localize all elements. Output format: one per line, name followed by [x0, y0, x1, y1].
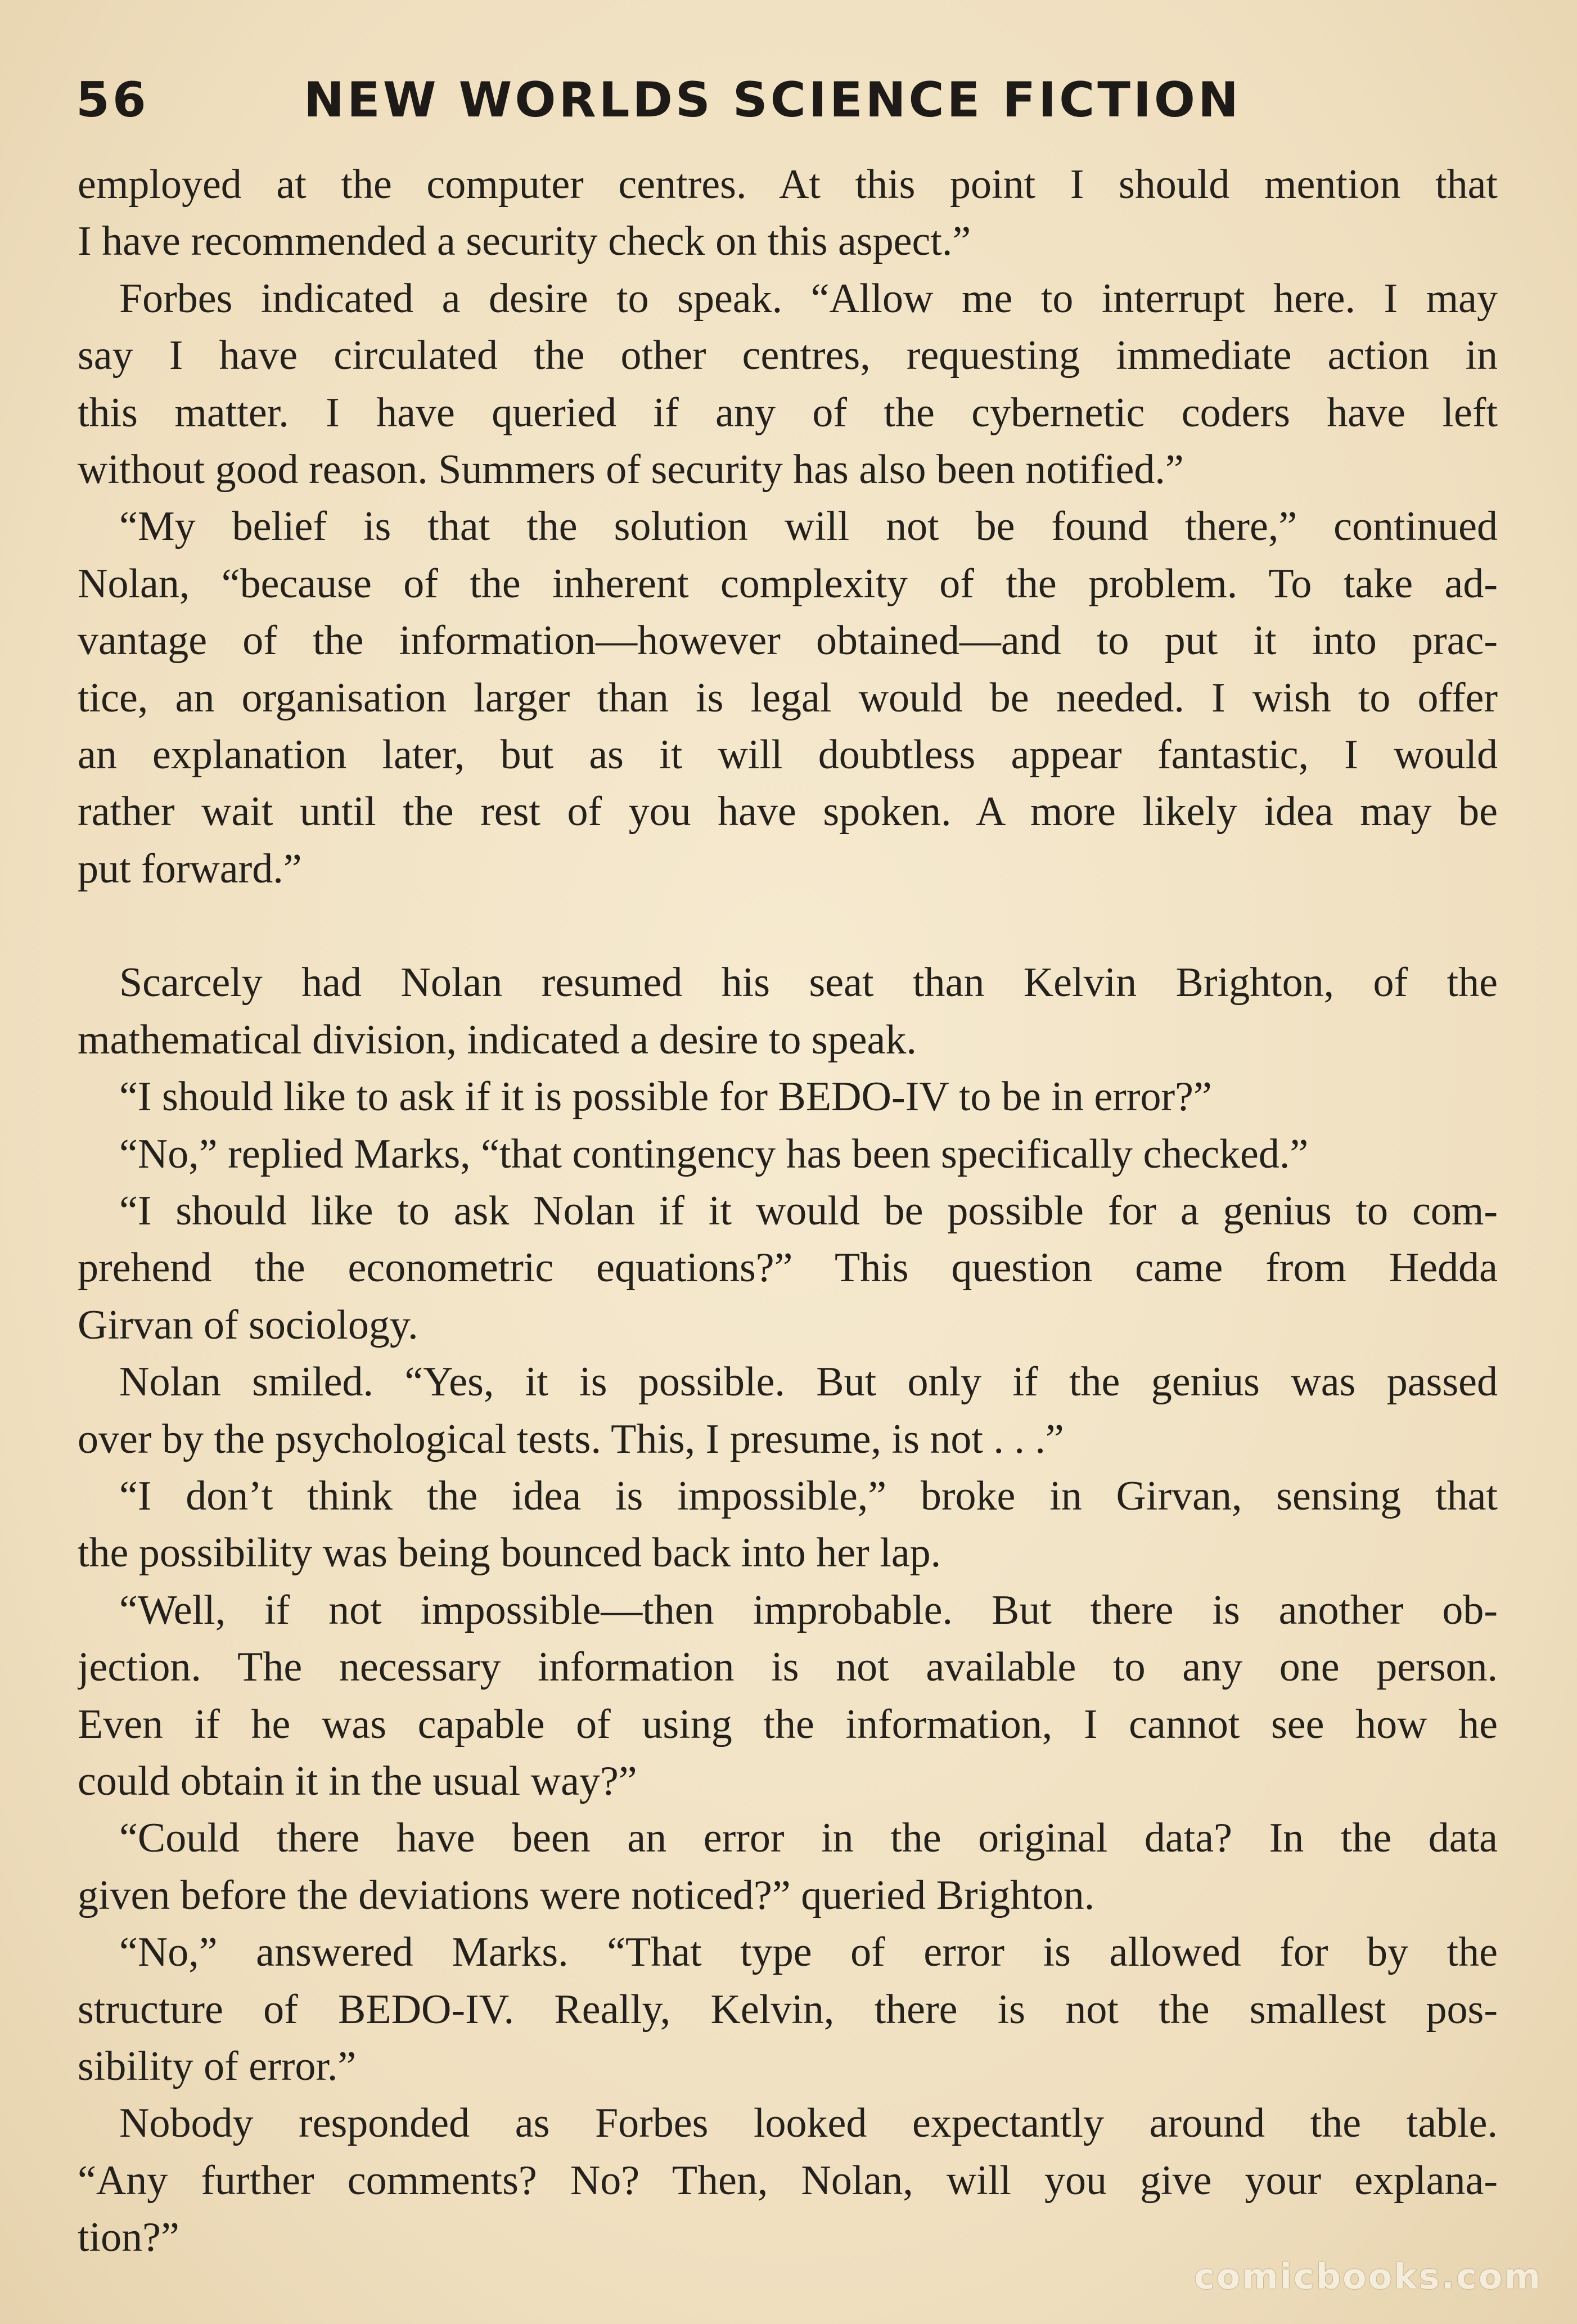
page-number: 56	[76, 72, 149, 128]
text-line: Forbes indicated a desire to speak. “Allow me to interrupt here. I may	[78, 275, 1498, 322]
text-line: jection. The necessary information is not available to any one person.	[78, 1644, 1498, 1691]
text-line: employed at the computer centres. At this point I should mention that	[78, 161, 1498, 208]
text-line: tice, an organisation larger than is legal would be needed. I wish to offer	[78, 674, 1498, 721]
text-line: tion?”	[78, 2214, 179, 2261]
text-line: Scarcely had Nolan resumed his seat than Kelvin Brighton, of the	[78, 960, 1498, 1006]
text-line: “Could there have been an error in the original data? In the data	[78, 1815, 1498, 1862]
text-line: “No,” replied Marks, “that contingency has been specifically checked.”	[78, 1131, 1309, 1177]
text-line: sibility of error.”	[78, 2043, 357, 2089]
text-line: Girvan of sociology.	[78, 1301, 418, 1348]
text-line: Nobody responded as Forbes looked expectantly around the table.	[78, 2100, 1498, 2147]
running-title: NEW WORLDS SCIENCE FICTION	[304, 72, 1241, 128]
section-break	[78, 898, 1498, 954]
text-line: the possibility was being bounced back into her lap.	[78, 1530, 941, 1577]
text-line: “I don’t think the idea is impossible,” broke in Girvan, sensing that	[78, 1472, 1498, 1519]
text-line: say I have circulated the other centres, requesting immediate action in	[78, 332, 1498, 379]
text-line: Nolan, “because of the inherent complexity of the problem. To take ad-	[78, 560, 1498, 607]
text-line: “Well, if not impossible—then improbable. But there is another ob-	[78, 1587, 1498, 1633]
running-head	[76, 72, 1516, 139]
text-line: without good reason. Summers of security has also been notified.”	[78, 446, 1184, 493]
text-line: given before the deviations were noticed?” queried Brighton.	[78, 1872, 1095, 1918]
text-line: rather wait until the rest of you have spoken. A more likely idea may be	[78, 789, 1498, 835]
text-line: could obtain it in the usual way?”	[78, 1758, 637, 1804]
text-line: structure of BEDO-IV. Really, Kelvin, there is not the smallest pos-	[78, 1986, 1498, 2033]
text-line: over by the psychological tests. This, I presume, is not . . .”	[78, 1416, 1064, 1462]
text-line: “I should like to ask if it is possible for BEDO-IV to be in error?”	[78, 1074, 1212, 1120]
text-line: “I should like to ask Nolan if it would be possible for a genius to com-	[78, 1188, 1498, 1235]
text-line: mathematical division, indicated a desire to speak.	[78, 1016, 917, 1063]
text-line: Even if he was capable of using the information, I cannot see how he	[78, 1701, 1498, 1747]
text-line: “My belief is that the solution will not be found there,” continued	[78, 503, 1498, 550]
text-line: “Any further comments? No? Then, Nolan, will you give your explana-	[78, 2157, 1498, 2204]
watermark: comicbooks.com	[1193, 2256, 1542, 2297]
text-line: “No,” answered Marks. “That type of error is allowed for by the	[78, 1929, 1498, 1976]
text-line: prehend the econometric equations?” This question came from Hedda	[78, 1245, 1498, 1291]
text-line: an explanation later, but as it will doubtless appear fantastic, I would	[78, 731, 1498, 778]
text-line: I have recommended a security check on this aspect.”	[78, 218, 971, 265]
text-line: vantage of the information—however obtained—and to put it into prac-	[78, 618, 1498, 664]
text-line: this matter. I have queried if any of the cybernetic coders have left	[78, 389, 1498, 436]
text-line: put forward.”	[78, 845, 302, 892]
body-text	[78, 156, 1498, 2266]
text-line: Nolan smiled. “Yes, it is possible. But only if the genius was passed	[78, 1359, 1498, 1406]
